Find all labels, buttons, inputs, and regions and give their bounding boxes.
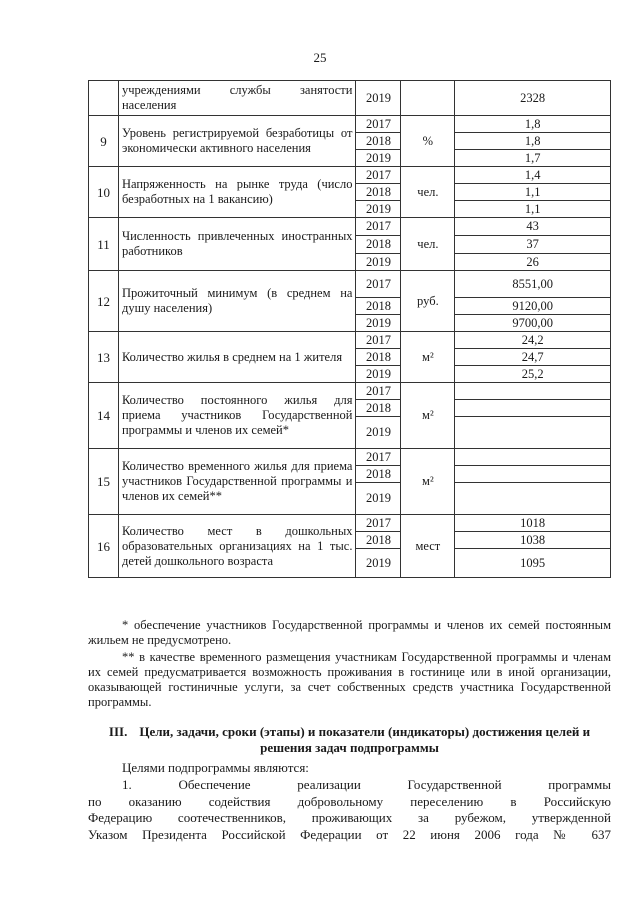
indicator-name: Напряженность на рынке труда (число безработных на 1 вакансию) <box>118 167 356 218</box>
year-cell: 2018 <box>356 349 401 366</box>
year-cell: 2019 <box>356 483 401 515</box>
value-cell: 24,7 <box>455 349 611 366</box>
year-cell: 2018 <box>356 133 401 150</box>
table-row <box>89 515 611 532</box>
row-number: 14 <box>89 383 119 449</box>
year-cell: 2017 <box>356 515 401 532</box>
value-cell: 1018 <box>455 515 611 532</box>
year-cell: 2017 <box>356 383 401 400</box>
paragraph-line: Указом Президента Российской Федерации от 22 июня 2006 года № 637 <box>88 826 611 842</box>
value-cell: 26 <box>455 254 611 271</box>
row-number: 13 <box>89 332 119 383</box>
footnote-temporary-housing: ** в качестве временного размещения участникам Государственной программы и членам их семей предусматривается возможность проживания в гостинице или в иной организации, оказывающей гостиничные услуги, за счет собственных средств участника Государственной программы. <box>88 650 611 709</box>
paragraph-line: Федерацию соотечественников, проживающих за рубежом, утвержденной <box>88 810 611 825</box>
value-cell: 9120,00 <box>455 298 611 315</box>
indicator-name: Количество мест в дошкольных образовательных организациях на 1 тыс. детей дошкольного возраста <box>118 515 356 578</box>
value-cell: 24,2 <box>455 332 611 349</box>
value-cell: 1,1 <box>455 184 611 201</box>
indicators-table-body <box>89 81 611 578</box>
unit-cell: руб. <box>401 271 455 332</box>
value-cell: 1038 <box>455 532 611 549</box>
page-number: 25 <box>313 50 327 65</box>
year-cell: 2019 <box>356 150 401 167</box>
value-cell <box>455 383 611 400</box>
row-number: 15 <box>89 449 119 515</box>
value-cell <box>455 483 611 515</box>
paragraph-line: по оказанию содействия добровольному переселению в Российскую <box>88 793 611 809</box>
value-cell: 1,8 <box>455 116 611 133</box>
indicators-table <box>88 80 611 578</box>
row-number: 9 <box>89 116 119 167</box>
value-cell: 8551,00 <box>455 271 611 298</box>
year-cell: 2018 <box>356 400 401 417</box>
unit-cell: чел. <box>401 218 455 271</box>
value-cell: 1,7 <box>455 150 611 167</box>
value-cell: 1,4 <box>455 167 611 184</box>
year-cell: 2017 <box>356 449 401 466</box>
year-cell: 2018 <box>356 466 401 483</box>
year-cell: 2019 <box>356 81 401 116</box>
year-cell: 2019 <box>356 366 401 383</box>
year-cell: 2018 <box>356 184 401 201</box>
paragraph-line: 1. Обеспечение реализации Государственной программы <box>122 777 611 792</box>
year-cell: 2018 <box>356 532 401 549</box>
year-cell: 2017 <box>356 116 401 133</box>
value-cell <box>455 417 611 449</box>
unit-cell: м² <box>401 332 455 383</box>
year-cell: 2018 <box>356 298 401 315</box>
value-cell: 1,8 <box>455 133 611 150</box>
value-cell <box>455 466 611 483</box>
value-cell: 37 <box>455 236 611 254</box>
unit-cell: чел. <box>401 167 455 218</box>
paragraph-goals-intro: Целями подпрограммы являются: <box>122 760 309 775</box>
year-cell: 2019 <box>356 201 401 218</box>
year-cell: 2017 <box>356 271 401 298</box>
section-title: Цели, задачи, сроки (этапы) и показатели (индикаторы) достижения целей и решения задач подпрограммы <box>139 724 591 755</box>
table-row <box>89 81 611 116</box>
table-row <box>89 271 611 298</box>
year-cell: 2019 <box>356 417 401 449</box>
indicator-name: Уровень регистрируемой безработицы от экономически активного населения <box>118 116 356 167</box>
unit-cell: % <box>401 116 455 167</box>
section-heading <box>88 724 611 756</box>
year-cell: 2019 <box>356 254 401 271</box>
section-number: III. <box>108 724 128 739</box>
table-row <box>89 383 611 400</box>
row-number <box>89 81 119 116</box>
value-cell: 25,2 <box>455 366 611 383</box>
indicator-name: Количество постоянного жилья для приема участников Государственной программы и членов их семей* <box>118 383 356 449</box>
table-row <box>89 116 611 133</box>
year-cell: 2017 <box>356 167 401 184</box>
indicator-name: учреждениями службы занятости населения <box>118 81 356 116</box>
value-cell: 1095 <box>455 549 611 578</box>
table-row <box>89 332 611 349</box>
row-number: 16 <box>89 515 119 578</box>
value-cell: 43 <box>455 218 611 236</box>
unit-cell: мест <box>401 515 455 578</box>
table-row <box>89 167 611 184</box>
table-row <box>89 449 611 466</box>
row-number: 11 <box>89 218 119 271</box>
value-cell: 9700,00 <box>455 315 611 332</box>
year-cell: 2017 <box>356 332 401 349</box>
value-cell <box>455 449 611 466</box>
year-cell: 2019 <box>356 315 401 332</box>
indicator-name: Количество временного жилья для приема участников Государственной программы и членов их семей** <box>118 449 356 515</box>
indicator-name: Прожиточный минимум (в среднем на душу населения) <box>118 271 356 332</box>
unit-cell <box>401 81 455 116</box>
footnote-permanent-housing: * обеспечение участников Государственной программы и членов их семей постоянным жильем не предусмотрено. <box>88 618 611 647</box>
value-cell <box>455 400 611 417</box>
year-cell: 2017 <box>356 218 401 236</box>
paragraph-goal-1 <box>88 777 611 843</box>
unit-cell: м² <box>401 449 455 515</box>
unit-cell: м² <box>401 383 455 449</box>
indicator-name: Численность привлеченных иностранных работников <box>118 218 356 271</box>
indicator-name: Количество жилья в среднем на 1 жителя <box>118 332 356 383</box>
table-row <box>89 218 611 236</box>
year-cell: 2019 <box>356 549 401 578</box>
row-number: 12 <box>89 271 119 332</box>
year-cell: 2018 <box>356 236 401 254</box>
value-cell: 1,1 <box>455 201 611 218</box>
value-cell: 2328 <box>455 81 611 116</box>
row-number: 10 <box>89 167 119 218</box>
